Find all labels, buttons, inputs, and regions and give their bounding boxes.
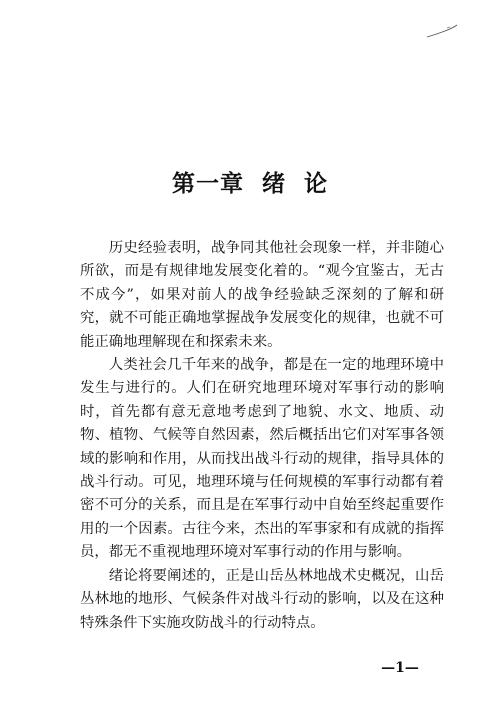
- page-number: —1—: [381, 660, 419, 676]
- paragraph-1: 历史经验表明，战争同其他社会现象一样，并非随心所欲，而是有规律地发展变化着的。“观今宜鉴古，无古不成今”，如果对前人的战争经验缺乏深刻的了解和研究，就不可能正确地掌握战争发展变化的规律，也就不可能正确地理解现在和探索未来。: [80, 240, 444, 350]
- paragraph-2: 人类社会几千年来的战争，都是在一定的地理环境中发生与进行的。人们在研究地理环境对军事行动的影响时，首先都有意无意地考虑到了地貌、水文、地质、动物、植物、气候等自然因素，然后概括出它们对军事各领域的影响和作用，从而找出战斗行动的规律，指导具体的战斗行动。可见，地理环境与任何规模的军事行动都有着密不可分的关系，而且是在军事行动中自始至终起重要作用的一个因素。古往今来，杰出的军事家和有成就的指挥员，都无不重视地理环境对军事行动的作用与影响。: [80, 357, 444, 561]
- pen-mark-icon: [425, 22, 459, 40]
- paragraph-3: 绪论将要阐述的，正是山岳丛林地战术史概况，山岳丛林地的地形、气候条件对战斗行动的影响，以及在这种特殊条件下实施攻防战斗的行动特点。: [80, 567, 444, 631]
- body-text: [80, 237, 444, 635]
- chapter-title: 第一章 绪 论: [171, 170, 329, 197]
